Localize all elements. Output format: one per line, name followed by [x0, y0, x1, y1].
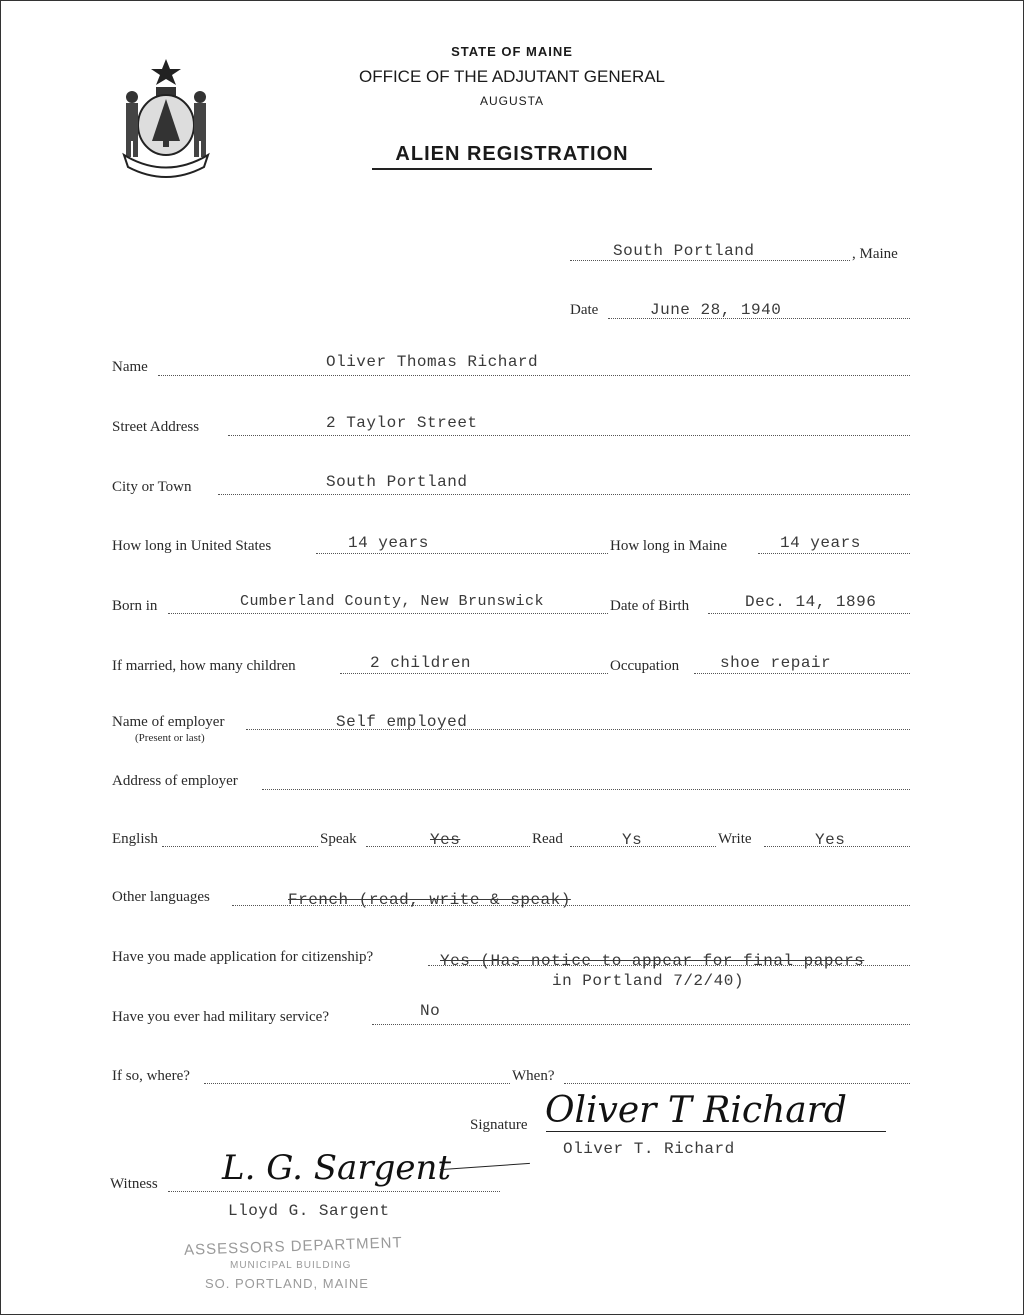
place-suffix: , Maine — [852, 246, 898, 262]
header-state: STATE OF MAINE — [451, 44, 573, 59]
signature-underline — [546, 1131, 886, 1132]
name-value: Oliver Thomas Richard — [326, 353, 539, 371]
name-label: Name — [112, 359, 148, 375]
form-title: ALIEN REGISTRATION — [395, 143, 629, 165]
children-line — [340, 673, 608, 674]
street-value: 2 Taylor Street — [326, 414, 478, 432]
witness-typed: Lloyd G. Sargent — [228, 1202, 390, 1220]
employer-sublabel: (Present or last) — [135, 732, 205, 744]
title-underline — [372, 168, 652, 170]
employer-address-label: Address of employer — [112, 773, 238, 789]
occupation-line — [694, 673, 910, 674]
dob-line — [708, 613, 910, 614]
military-label: Have you ever had military service? — [112, 1009, 329, 1025]
us-years-line — [316, 553, 608, 554]
signature-script: Oliver T Richard — [545, 1090, 847, 1131]
where-line — [204, 1083, 510, 1084]
speak-label: Speak — [320, 831, 357, 847]
signature-typed: Oliver T. Richard — [563, 1140, 735, 1158]
city-label: City or Town — [112, 479, 192, 495]
employer-value: Self employed — [336, 713, 468, 731]
when-line — [564, 1083, 910, 1084]
english-label: English — [112, 831, 158, 847]
dob-value: Dec. 14, 1896 — [745, 593, 877, 611]
born-value: Cumberland County, New Brunswick — [240, 593, 545, 610]
date-label: Date — [570, 302, 599, 318]
occupation-value: shoe repair — [720, 654, 832, 672]
place-line — [570, 260, 850, 261]
witness-script: L. G. Sargent — [222, 1148, 452, 1188]
born-line — [168, 613, 608, 614]
assessors-stamp-line3: SO. PORTLAND, MAINE — [205, 1276, 369, 1291]
children-value: 2 children — [370, 654, 472, 672]
us-years-label: How long in United States — [112, 538, 272, 554]
us-years-value: 14 years — [348, 534, 429, 552]
citizenship-value: Yes (Has notice to appear for final papers — [440, 952, 865, 970]
military-line — [372, 1024, 910, 1025]
street-line — [228, 435, 910, 436]
assessors-stamp-line2: MUNICIPAL BUILDING — [230, 1260, 352, 1271]
write-value: Yes — [815, 831, 846, 849]
citizenship-label: Have you made application for citizenship? — [112, 949, 374, 965]
witness-line — [168, 1191, 500, 1192]
write-label: Write — [718, 831, 752, 847]
signature-label: Signature — [470, 1117, 528, 1133]
city-value: South Portland — [326, 473, 468, 491]
when-label: When? — [512, 1068, 555, 1084]
assessors-stamp-line1: ASSESSORS DEPARTMENT — [183, 1234, 403, 1259]
street-label: Street Address — [112, 419, 200, 435]
employer-address-line — [262, 789, 910, 790]
header-office: OFFICE OF THE ADJUTANT GENERAL — [358, 67, 666, 86]
other-languages-label: Other languages — [112, 889, 210, 905]
speak-value: Yes — [430, 831, 461, 849]
place-value: South Portland — [613, 242, 755, 260]
maine-years-line — [758, 553, 910, 554]
citizenship-value-2: in Portland 7/2/40) — [552, 972, 744, 990]
where-label: If so, where? — [112, 1068, 190, 1084]
read-label: Read — [532, 831, 563, 847]
name-line — [158, 375, 910, 376]
born-label: Born in — [112, 598, 158, 614]
maine-years-value: 14 years — [780, 534, 861, 552]
maine-years-label: How long in Maine — [610, 538, 728, 554]
date-value: June 28, 1940 — [650, 301, 782, 319]
read-value: Ys — [622, 831, 643, 849]
english-line — [162, 846, 318, 847]
military-value: No — [420, 1002, 441, 1020]
witness-label: Witness — [110, 1176, 158, 1192]
dob-label: Date of Birth — [610, 598, 690, 614]
header-city: AUGUSTA — [479, 94, 545, 108]
city-line — [218, 494, 910, 495]
employer-label: Name of employer — [112, 714, 225, 730]
occupation-label: Occupation — [610, 658, 680, 674]
read-line — [570, 846, 716, 847]
other-languages-value: French (read, write & speak) — [288, 891, 571, 909]
children-label: If married, how many children — [112, 658, 296, 674]
